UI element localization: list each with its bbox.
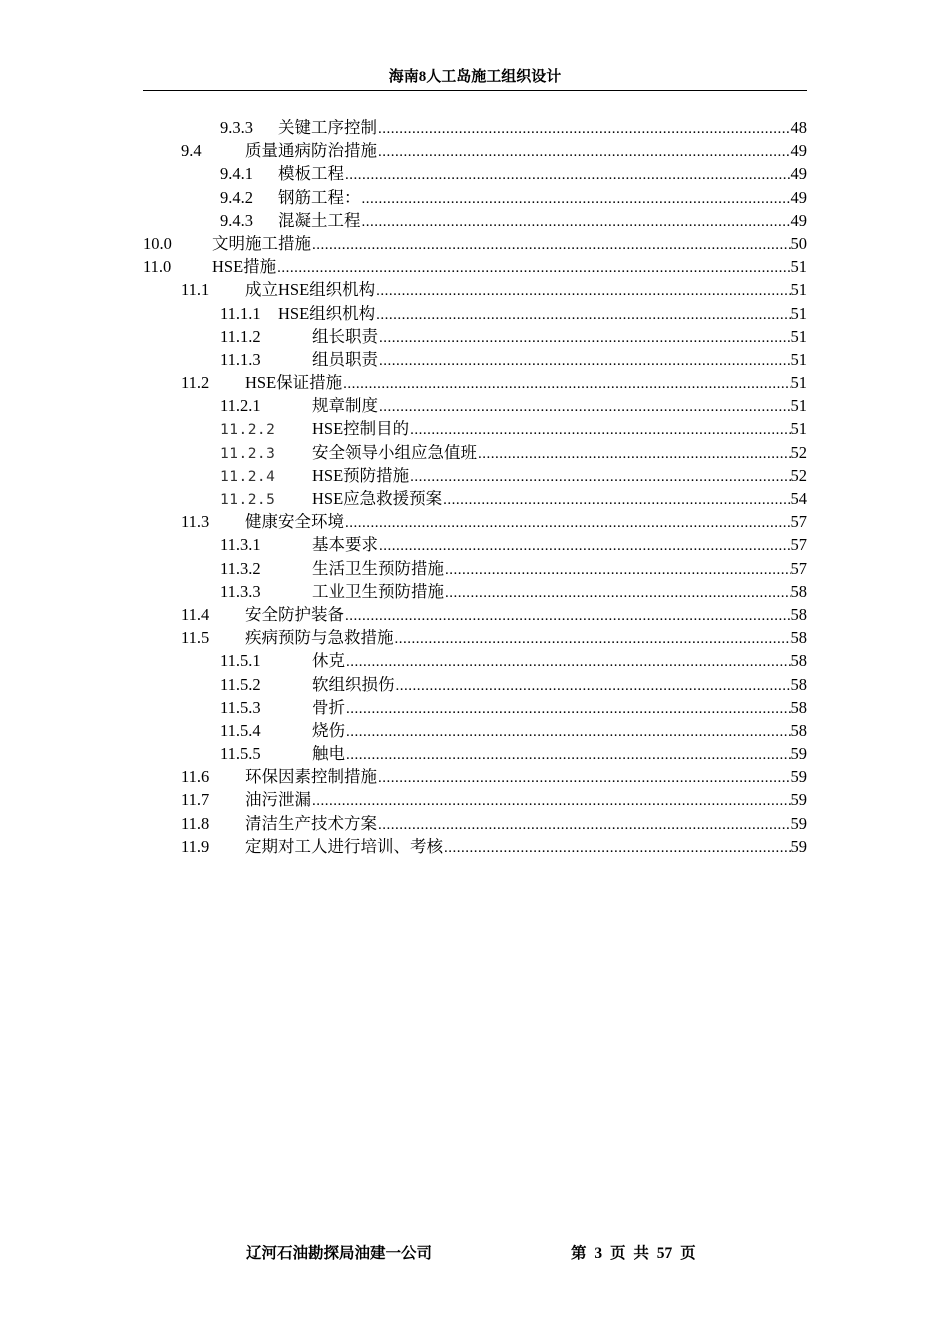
toc-entry[interactable] [143, 487, 807, 510]
toc-entry-number: 11.5 [181, 628, 210, 648]
toc-entry-title: 环保因素控制措施 [245, 767, 377, 787]
toc-entry-title: 软组织损伤 [312, 674, 395, 694]
toc-entry-page: 54 [790, 489, 807, 508]
toc-entry-page: 48 [790, 118, 807, 137]
toc-entry-number: 11.2.3 [220, 445, 276, 462]
toc-entry[interactable] [143, 649, 807, 672]
toc-entry-number: 11.6 [181, 767, 210, 787]
toc-entry-page: 59 [790, 767, 807, 787]
toc-entry-title: 混凝土工程 [278, 210, 361, 230]
toc-entry-page: 57 [790, 558, 807, 578]
toc-entry-title: 安全领导小组应急值班 [312, 442, 477, 462]
toc-entry-number: 11.3 [181, 512, 210, 532]
toc-entry[interactable] [143, 464, 807, 487]
toc-dot-leader [362, 188, 791, 211]
toc-dot-leader [312, 234, 791, 257]
toc-entry-title: 健康安全环境 [245, 512, 344, 532]
toc-entry-page: 51 [790, 326, 807, 346]
toc-dot-leader [376, 304, 790, 327]
footer-page-info: 第 3 页 共 57 页 [571, 1245, 696, 1262]
toc-dot-leader [379, 327, 791, 350]
toc-entry-number: 10.0 [143, 233, 172, 253]
toc-entry[interactable] [143, 765, 807, 788]
toc-entry-page: 59 [790, 790, 807, 810]
toc-dot-leader [445, 582, 791, 605]
toc-entry-title: 烧伤 [312, 720, 345, 740]
toc-entry-title: 模板工程 [278, 164, 344, 184]
toc-dot-leader [346, 744, 791, 767]
toc-entry[interactable] [143, 835, 807, 858]
toc-dot-leader [378, 141, 791, 164]
toc-entry-number: 11.5.5 [220, 744, 261, 764]
toc-entry-title: 工业卫生预防措施 [312, 581, 444, 601]
toc-entry[interactable] [143, 742, 807, 765]
toc-entry[interactable] [143, 603, 807, 626]
toc-entry-title: 文明施工措施 [212, 233, 311, 253]
toc-entry-page: 51 [790, 349, 807, 369]
toc-entry[interactable] [143, 696, 807, 719]
toc-entry[interactable] [143, 626, 807, 649]
toc-entry-page: 52 [790, 442, 807, 462]
toc-entry-number: 9.3.3 [220, 118, 253, 137]
toc-entry-page: 58 [790, 697, 807, 717]
toc-entry-title: HSE预防措施 [312, 465, 410, 485]
toc-dot-leader [277, 257, 790, 280]
toc-entry-number: 9.4.3 [220, 210, 253, 230]
toc-entry[interactable] [143, 232, 807, 255]
toc-entry[interactable] [143, 533, 807, 556]
toc-entry-number: 11.5.1 [220, 651, 261, 671]
toc-entry-number: 11.1 [181, 280, 210, 300]
toc-entry-page: 58 [790, 651, 807, 671]
toc-entry-number: 11.1.2 [220, 326, 261, 346]
toc-entry[interactable] [143, 788, 807, 811]
toc-dot-leader [410, 466, 790, 489]
toc-dot-leader [396, 675, 791, 698]
toc-entry-number: 9.4.2 [220, 187, 253, 207]
toc-entry-title: 组长职责 [312, 326, 378, 346]
toc-dot-leader [445, 559, 791, 582]
toc-entry[interactable] [143, 278, 807, 301]
toc-entry-page: 49 [790, 187, 807, 207]
toc-entry-title: 组员职责 [312, 349, 378, 369]
toc-dot-leader [379, 350, 791, 373]
toc-dot-leader [378, 118, 791, 141]
toc-entry-number: 9.4.1 [220, 164, 253, 184]
toc-entry-number: 11.1.3 [220, 349, 261, 369]
toc-entry-title: 规章制度 [312, 396, 378, 416]
toc-dot-leader [345, 164, 791, 187]
toc-entry-page: 51 [790, 396, 807, 416]
toc-entry-number: 9.4 [181, 141, 202, 161]
toc-entry-number: 11.2.5 [220, 492, 276, 508]
toc-entry-title: 关键工序控制 [278, 118, 377, 137]
toc-entry-title: HSE保证措施 [245, 373, 343, 393]
footer-company: 辽河石油勘探局油建一公司 [246, 1245, 433, 1262]
toc-entry-page: 59 [790, 744, 807, 764]
toc-entry-title: 骨折 [312, 697, 345, 717]
toc-dot-leader [443, 489, 790, 512]
toc-entry-number: 11.5.2 [220, 674, 261, 694]
toc-entry-page: 58 [790, 581, 807, 601]
toc-entry-title: HSE措施 [212, 257, 277, 277]
toc-entry-page: 49 [790, 141, 807, 161]
toc-entry-number: 11.5.3 [220, 697, 261, 717]
toc-dot-leader [362, 211, 791, 234]
toc-dot-leader [478, 443, 791, 466]
toc-entry-title: 清洁生产技术方案 [245, 813, 377, 833]
toc-entry[interactable] [143, 325, 807, 348]
toc-dot-leader [444, 837, 791, 860]
toc-entry-title: 触电 [312, 744, 345, 764]
toc-dot-leader [378, 814, 791, 837]
toc-entry-page: 57 [790, 512, 807, 532]
toc-entry-page: 49 [790, 210, 807, 230]
toc-entry-page: 49 [790, 164, 807, 184]
toc-entry-title: 油污泄漏 [245, 790, 311, 810]
toc-entry-title: 成立HSE组织机构 [245, 280, 376, 300]
toc-entry[interactable] [143, 510, 807, 533]
toc-dot-leader [379, 396, 791, 419]
toc-entry-page: 57 [790, 535, 807, 555]
toc-entry-number: 11.2.1 [220, 396, 261, 416]
toc-entry-title: 质量通病防治措施 [245, 141, 377, 161]
toc-entry[interactable] [143, 162, 807, 185]
toc-entry[interactable] [143, 302, 807, 325]
toc-entry-number: 11.4 [181, 604, 210, 624]
toc-entry-title: HSE控制目的 [312, 419, 410, 439]
toc-entry-page: 51 [790, 419, 807, 439]
toc-dot-leader [376, 280, 790, 303]
toc-entry-page: 58 [790, 604, 807, 624]
toc-entry[interactable] [143, 417, 807, 440]
toc-entry[interactable] [143, 209, 807, 232]
toc-entry-number: 11.2 [181, 373, 210, 393]
toc-dot-leader [343, 373, 790, 396]
toc-dot-leader [346, 698, 791, 721]
toc-entry-page: 51 [790, 303, 807, 323]
toc-entry[interactable] [143, 673, 807, 696]
toc-entry-number: 11.2.2 [220, 422, 276, 439]
toc-entry-title: 钢筋工程： [278, 187, 361, 207]
toc-entry[interactable] [143, 557, 807, 580]
page-header-title: 海南8人工岛施工组织设计 [388, 69, 562, 85]
toc-entry-page: 59 [790, 836, 807, 856]
table-of-contents [143, 116, 807, 858]
toc-entry[interactable] [143, 719, 807, 742]
toc-entry[interactable] [143, 348, 807, 371]
toc-entry[interactable] [143, 186, 807, 209]
toc-entry-page: 58 [790, 628, 807, 648]
toc-entry-page: 51 [790, 280, 807, 300]
toc-entry-page: 51 [790, 257, 807, 277]
toc-entry-number: 11.1.1 [220, 303, 261, 323]
toc-entry[interactable] [143, 255, 807, 278]
toc-dot-leader [410, 419, 790, 442]
toc-dot-leader [378, 767, 791, 790]
toc-entry-title: 基本要求 [312, 535, 378, 555]
toc-entry-number: 11.3.2 [220, 558, 261, 578]
toc-dot-leader [346, 721, 791, 744]
toc-entry-number: 11.0 [143, 257, 172, 277]
toc-entry-number: 11.5.4 [220, 720, 261, 740]
toc-dot-leader [346, 651, 791, 674]
toc-entry-title: HSE应急救援预案 [312, 489, 443, 508]
toc-entry-page: 51 [790, 373, 807, 393]
toc-entry-page: 58 [790, 720, 807, 740]
toc-entry-number: 11.7 [181, 790, 210, 810]
toc-entry-title: 安全防护装备 [245, 604, 344, 624]
toc-entry-number: 11.3.3 [220, 581, 261, 601]
toc-entry[interactable] [143, 116, 807, 139]
toc-entry-number: 11.3.1 [220, 535, 261, 555]
toc-entry-title: 定期对工人进行培训、考核 [245, 836, 443, 856]
toc-entry-title: 生活卫生预防措施 [312, 558, 444, 578]
toc-entry-number: 11.9 [181, 836, 210, 856]
toc-entry-page: 58 [790, 674, 807, 694]
toc-entry-page: 50 [790, 233, 807, 253]
toc-dot-leader [379, 535, 791, 558]
header-divider [143, 90, 807, 91]
toc-entry[interactable] [143, 812, 807, 835]
toc-dot-leader [395, 628, 791, 651]
toc-entry-number: 11.8 [181, 813, 210, 833]
toc-entry[interactable] [143, 139, 807, 162]
toc-entry-title: HSE组织机构 [278, 303, 376, 323]
toc-entry-title: 休克 [312, 651, 345, 671]
toc-dot-leader [345, 605, 791, 628]
toc-dot-leader [312, 790, 791, 813]
toc-entry[interactable] [143, 580, 807, 603]
toc-entry[interactable] [143, 441, 807, 464]
toc-entry-page: 59 [790, 813, 807, 833]
toc-dot-leader [345, 512, 791, 535]
toc-entry[interactable] [143, 394, 807, 417]
toc-entry-title: 疾病预防与急救措施 [245, 628, 394, 648]
toc-entry[interactable] [143, 371, 807, 394]
toc-entry-number: 11.2.4 [220, 468, 276, 485]
toc-entry-page: 52 [790, 465, 807, 485]
